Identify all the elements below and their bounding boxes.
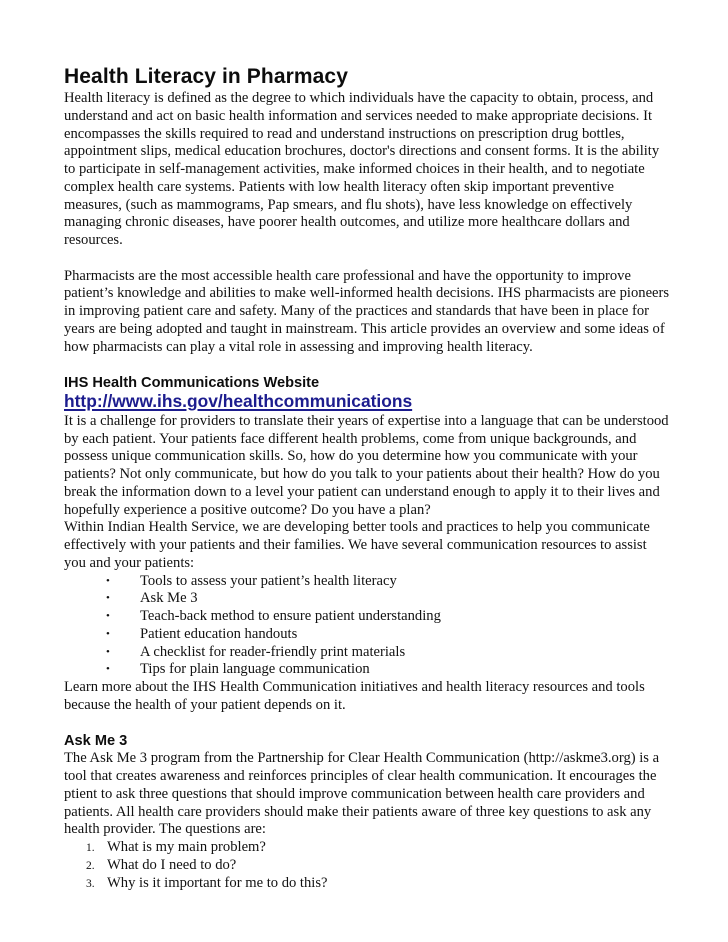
paragraph-spacer — [64, 356, 670, 374]
list-number: 2. — [86, 859, 95, 872]
ask-me-3-heading: Ask Me 3 — [64, 733, 128, 750]
ihs-paragraph-learn-more: Learn more about the IHS Health Communication initiatives and health literacy resources and tools because the health of your patient depends on it. — [64, 679, 645, 713]
bullet-icon: • — [106, 663, 110, 676]
list-item — [64, 644, 670, 662]
list-item-text: Tips for plain language communication — [140, 661, 370, 678]
list-item-text: Patient education handouts — [140, 625, 298, 642]
list-item — [64, 590, 670, 608]
list-number: 1. — [86, 842, 95, 854]
list-item-text: Teach-back method to ensure patient understanding — [140, 608, 441, 624]
ihs-paragraph-resources-intro: Within Indian Health Service, we are developing better tools and practices to help you communicate effectively with your patients and their families. We have several communication resources to assist you and your patients: — [64, 519, 650, 571]
list-item — [64, 608, 670, 626]
list-item — [64, 626, 670, 644]
list-number: 3. — [86, 877, 95, 890]
paragraph-spacer — [64, 715, 670, 733]
ihs-section-heading: IHS Health Communications Website — [64, 375, 320, 391]
list-item — [64, 839, 670, 857]
bullet-icon: • — [106, 627, 110, 640]
bullet-icon: • — [106, 610, 110, 622]
intro-paragraph-pharmacists: Pharmacists are the most accessible health care professional and have the opportunity to improve patient’s knowledge and abilities to make well-informed health decisions. IHS pharmacists are pioneers in improving patient care and safety. Many of the practices and standards that have been in place for years are being adopted and taught in mainstream. This article provides an overview and some ideas of how pharmacists can play a vital role in assessing and improving health literacy. — [64, 267, 670, 355]
document-page — [64, 64, 670, 892]
bullet-icon: • — [106, 574, 110, 587]
intro-paragraph-definition: Health literacy is defined as the degree to which individuals have the capacity to obtain, process, and understand and act on basic health information and services needed to make appropriate decisions. It encompasses the skills required to read and understand instructions on prescription drug bottles, appointment slips, medical education brochures, doctor's directions and consent forms. It is the ability to participate in self-management activities, make informed choices in their health, and to negotiate complex health care systems. Patients with low health literacy often skip important preventive measures, (such as mammograms, Pap smears, and flu shots), have less knowledge on effectively managing chronic diseases, have poorer health outcomes, and utilize more healthcare dollars and resources. — [64, 90, 660, 248]
ihs-communications-section — [64, 374, 670, 715]
list-item — [64, 857, 670, 875]
bullet-icon: • — [106, 592, 110, 605]
paragraph-spacer — [64, 250, 670, 268]
list-item-text: Tools to assess your patient’s health literacy — [140, 572, 397, 589]
questions-list — [64, 839, 670, 892]
list-item-text: A checklist for reader-friendly print materials — [140, 643, 406, 660]
ask-me-3-paragraph: The Ask Me 3 program from the Partnership for Clear Health Communication (http://askme3.org) is a tool that creates awareness and reinforces principles of clear health communication. It encourages the ptient to ask three questions that should improve communication between health care providers and patients. All health care providers should make their patients aware of three key questions to ask any health provider. The questions are: — [64, 750, 660, 838]
document-title: Health Literacy in Pharmacy — [64, 65, 348, 88]
bullet-icon: • — [106, 645, 110, 658]
resources-list — [64, 573, 670, 680]
list-item — [64, 661, 670, 679]
list-item-text: Why is it important for me to do this? — [107, 874, 328, 891]
list-item — [64, 573, 670, 591]
list-item-text: Ask Me 3 — [140, 590, 198, 607]
list-item-text: What is my main problem? — [107, 839, 266, 855]
ihs-paragraph-challenge: It is a challenge for providers to translate their years of expertise into a language that can be understood by each patient. Your patients face different health problems, come from unique backgrounds, and possess unique communication skills. So, how do you determine how you communicate with your patients? Not only communicate, but how do you talk to your patients about their health? How do you break the information down to a level your patient can understand enough to apply it to their lives and hopefully experience a positive outcome? Do you have a plan? — [64, 412, 669, 518]
ihs-health-communications-link[interactable]: http://www.ihs.gov/healthcommunications — [64, 391, 413, 411]
list-item — [64, 875, 670, 893]
list-item-text: What do I need to do? — [107, 856, 237, 873]
ask-me-3-section — [64, 732, 670, 892]
